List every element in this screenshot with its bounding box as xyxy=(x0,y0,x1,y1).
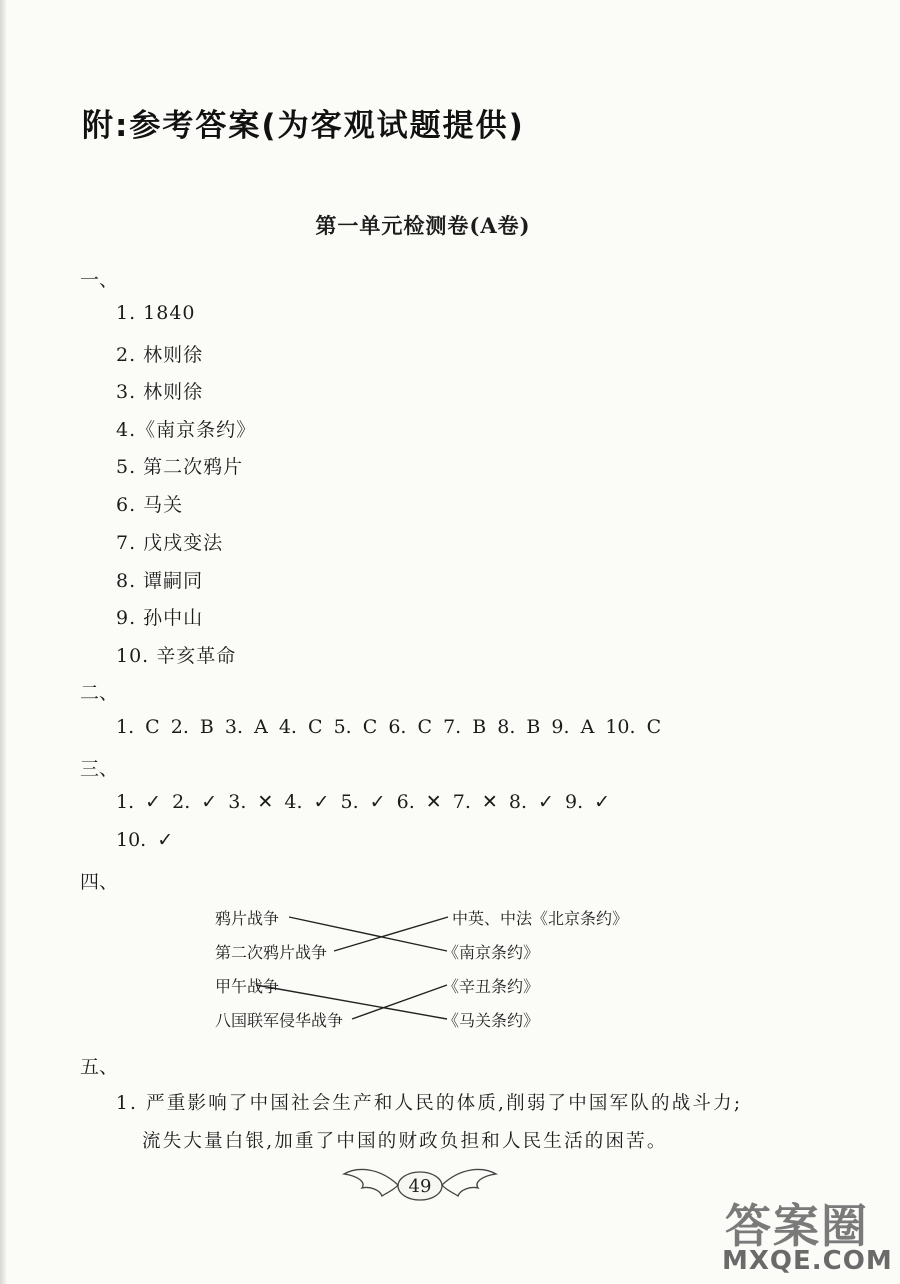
section-3-answers-row2: 10. ✓ xyxy=(116,829,174,851)
treaty-nanjing: 《南京条约》 xyxy=(443,943,540,962)
section-2-answers: 1. C 2. B 3. A 4. C 5. C 6. C 7. B 8. B 9. A 10. C xyxy=(116,716,662,738)
section-1-label: 一、 xyxy=(80,269,119,291)
war-second-opium: 第二次鸦片战争 xyxy=(215,943,328,962)
answer-1-7: 7. 戊戌变法 xyxy=(116,532,224,554)
treaty-beijing: 中英、中法《北京条约》 xyxy=(452,909,629,928)
answer-1-2: 2. 林则徐 xyxy=(116,344,204,366)
treaty-maguan: 《马关条约》 xyxy=(443,1011,540,1030)
watermark-url: MXQE.COM xyxy=(722,1246,893,1276)
answer-5-1-line2: 流失大量白银,加重了中国的财政负担和人民生活的困苦。 xyxy=(142,1131,668,1152)
match-line-second-opium-beijing xyxy=(334,917,448,951)
answer-1-4: 4.《南京条约》 xyxy=(116,419,257,441)
war-sino-japanese: 甲午战争 xyxy=(215,977,280,996)
treaty-xinchou: 《辛丑条约》 xyxy=(443,977,540,996)
page-heading: 附:参考答案(为客观试题提供) xyxy=(82,108,525,144)
section-4-label: 四、 xyxy=(80,871,119,893)
war-eight-nation: 八国联军侵华战争 xyxy=(215,1011,344,1030)
match-line-eight-nation-xinchou xyxy=(352,985,447,1019)
answer-5-1-line1: 1. 严重影响了中国社会生产和人民的体质,削弱了中国军队的战斗力; xyxy=(116,1093,743,1114)
answer-1-1: 1. 1840 xyxy=(116,302,196,324)
answer-1-9: 9. 孙中山 xyxy=(116,607,204,629)
answer-1-8: 8. 谭嗣同 xyxy=(116,570,204,592)
exam-title: 第一单元检测卷(A卷) xyxy=(315,213,531,238)
section-3-label: 三、 xyxy=(80,758,119,780)
answer-1-3: 3. 林则徐 xyxy=(116,381,204,403)
page-number: 49 xyxy=(408,1176,432,1197)
watermark-logo-text: 答案圈 xyxy=(725,1199,869,1253)
answer-1-5: 5. 第二次鸦片 xyxy=(116,456,244,478)
section-3-answers-row1: 1. ✓ 2. ✓ 3. ✕ 4. ✓ 5. ✓ 6. ✕ 7. ✕ 8. ✓ 9. ✓ xyxy=(116,791,611,813)
war-opium: 鸦片战争 xyxy=(215,909,280,928)
section-5-label: 五、 xyxy=(80,1056,119,1078)
section-2-label: 二、 xyxy=(80,682,119,704)
match-line-opium-nanjing xyxy=(289,917,447,951)
answer-1-10: 10. 辛亥革命 xyxy=(116,645,237,667)
match-line-sino-japanese-maguan xyxy=(256,985,447,1019)
answer-1-6: 6. 马关 xyxy=(116,494,184,516)
